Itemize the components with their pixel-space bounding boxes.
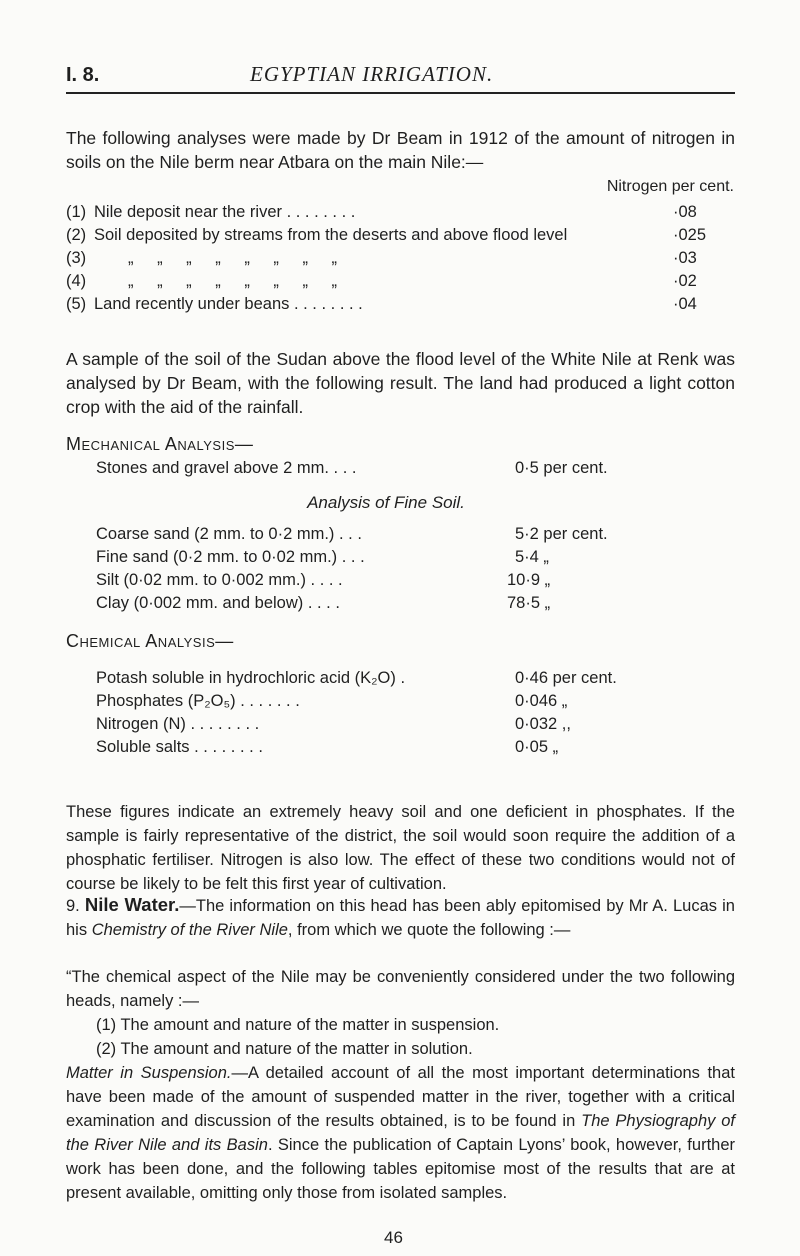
nitrogen-row: (3) „ „ „ „ „ „ „ „ ·03 — [66, 249, 697, 267]
header-rule — [66, 92, 735, 94]
suspension-paragraph: Matter in Suspension.—A detailed account of all the most important determinations that have been made of the amount of suspended matter in the river, together with a critical examination and discussion of the results obtained, is to be found in The Physiography of the River Nile and its Basin. Since the publication of Captain Lyons’ book, however, further work has been done, and the following tables epitomise most of the results that are at present available, omitting only those from isolated samples. — [66, 1064, 735, 1202]
analysis-row: Coarse sand (2 mm. to 0·2 mm.) . . . 5·2 per cent. — [96, 525, 608, 543]
suspension-heading: Matter in Suspension. — [66, 1064, 232, 1082]
list-item: (2) The amount and nature of the matter in solution. — [96, 1040, 473, 1058]
analysis-row: Phosphates (P₂O₅) . . . . . . . 0·046 „ — [96, 692, 568, 710]
nitrogen-column-header: Nitrogen per cent. — [606, 178, 734, 195]
analysis-row: Fine sand (0·2 mm. to 0·02 mm.) . . . 5·4 „ — [96, 548, 549, 566]
nile-water-heading: Nile Water. — [84, 894, 180, 915]
fine-soil-heading: Analysis of Fine Soil. — [307, 493, 465, 512]
sudan-paragraph: A sample of the soil of the Sudan above the flood level of the White Nile at Renk was analysed by Dr Beam, with the following result. The land had produced a light cotton crop with the aid of the rainfall. — [66, 349, 735, 417]
page-number: 46 — [384, 1228, 403, 1247]
analysis-row: Clay (0·002 mm. and below) . . . . 78·5 „ — [96, 594, 551, 612]
chemical-analysis-heading: Chemical Analysis— — [66, 631, 234, 651]
mechanical-analysis-heading: Mechanical Analysis— — [66, 434, 254, 454]
book-title: Chemistry of the River Nile — [91, 921, 288, 939]
fine-soil-heading-wrap — [66, 493, 706, 517]
section-number: I. 8. — [66, 64, 100, 86]
analysis-row: Potash soluble in hydrochloric acid (K₂O) . 0·46 per cent. — [96, 669, 617, 687]
quote-intro-paragraph: “The chemical aspect of the Nile may be conveniently considered under the two following heads, namely :— — [66, 968, 735, 1010]
analysis-row: Nitrogen (N) . . . . . . . . 0·032 ,, — [96, 715, 571, 733]
nile-water-paragraph: 9. Nile Water.—The information on this head has been ably epitomised by Mr A. Lucas in his Chemistry of the River Nile, from which we quote the following :— — [66, 894, 735, 939]
nitrogen-row: (4) „ „ „ „ „ „ „ „ ·02 — [66, 272, 697, 290]
intro-paragraph: The following analyses were made by Dr Beam in 1912 of the amount of nitrogen in soils on the Nile berm near Atbara on the main Nile:— — [66, 128, 735, 172]
analysis-row: Silt (0·02 mm. to 0·002 mm.) . . . . 10·9 „ — [96, 571, 551, 589]
analysis-row: Stones and gravel above 2 mm. . . . 0·5 per cent. — [96, 459, 608, 477]
analysis-row: Soluble salts . . . . . . . . 0·05 „ — [96, 738, 559, 756]
nitrogen-row: (2) Soil deposited by streams from the deserts and above flood level ·025 — [66, 226, 707, 244]
nitrogen-row: (5) Land recently under beans . . . . . . . . ·04 — [66, 295, 697, 313]
conclusion-paragraph: These figures indicate an extremely heavy soil and one deficient in phosphates. If the sample is fairly representative of the district, the soil would soon require the addition of a phosphatic fertiliser. Nitrogen is also low. The effect of these two conditions would not of course be likely to be felt this first year of cultivation. — [66, 803, 735, 893]
running-title: EGYPTIAN IRRIGATION. — [250, 62, 494, 86]
nitrogen-row: (1) Nile deposit near the river . . . . . . . . ·08 — [66, 203, 697, 221]
list-item: (1) The amount and nature of the matter in suspension. — [96, 1016, 500, 1034]
book-title: The Physiography of the River Nile and its Basin — [66, 1112, 735, 1154]
